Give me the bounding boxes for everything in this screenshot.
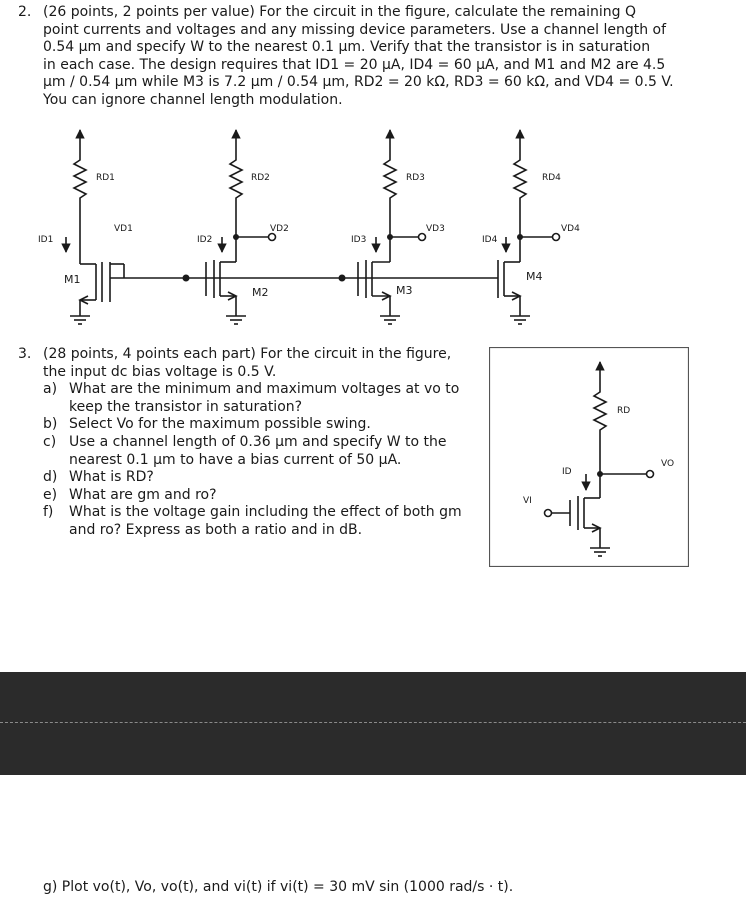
part-label: b): [43, 416, 58, 432]
part-text: Use a channel length of 0.36 μm and specify W to the: [69, 434, 447, 450]
question-2-number: 2.: [18, 4, 32, 20]
part-text: What are gm and ro?: [69, 487, 217, 503]
part-label: a): [43, 381, 58, 397]
part-text: nearest 0.1 μm to have a bias current of 50 μA.: [69, 451, 402, 468]
question-3-intro: [43, 346, 451, 381]
q2-circuit-figure: [0, 118, 746, 330]
dashed-separator: [0, 722, 746, 723]
q2-line: in each case. The design requires that ID1 = 20 μA, ID4 = 60 μA, and M1 and M2 are 4.5: [43, 56, 666, 73]
part-text: keep the transistor in saturation?: [69, 398, 303, 415]
q3-part-b: [43, 416, 371, 434]
part-label: d): [43, 469, 58, 485]
part-text: Select Vo for the maximum possible swing.: [69, 416, 371, 432]
q3-part-f: [43, 504, 462, 539]
part-text: What is the voltage gain including the effect of both gm: [69, 504, 462, 520]
q3-intro-line: (28 points, 4 points each part) For the circuit in the figure,: [43, 346, 452, 362]
label-rd2: RD2: [251, 173, 270, 183]
label-vo: VO: [661, 459, 675, 469]
q2-line: (26 points, 2 points per value) For the circuit in the figure, calculate the remaining Q: [43, 4, 636, 20]
label-m3: M3: [396, 284, 413, 297]
label-m2: M2: [252, 286, 269, 299]
gate-junction-dot: [183, 275, 190, 282]
label-id: ID: [562, 467, 572, 477]
branch-3: [358, 130, 426, 324]
q2-line: point currents and voltages and any missing device parameters. Use a channel length of: [43, 21, 667, 38]
label-vd1: VD1: [114, 224, 133, 234]
q3-intro-line: the input dc bias voltage is 0.5 V.: [43, 363, 277, 380]
label-rd: RD: [617, 406, 631, 416]
part-text: and ro? Express as both a ratio and in dB.: [69, 521, 363, 538]
label-rd1: RD1: [96, 173, 115, 183]
label-m4: M4: [526, 270, 543, 283]
q3-part-d: [43, 469, 154, 487]
question-2-text: [43, 4, 693, 110]
part-text: What is RD?: [69, 469, 154, 485]
label-m1: M1: [64, 273, 81, 286]
q3-part-e: [43, 487, 217, 505]
label-id2: ID2: [197, 235, 213, 245]
q2-line: 0.54 μm and specify W to the nearest 0.1 μm. Verify that the transistor is in saturation: [43, 39, 651, 56]
q3-part-c: [43, 434, 446, 469]
q2-line: μm / 0.54 μm while M3 is 7.2 μm / 0.54 μm, RD2 = 20 kΩ, RD3 = 60 kΩ, and VD4 = 0.5 V.: [43, 74, 674, 91]
q2-line: You can ignore channel length modulation.: [43, 91, 343, 108]
label-id4: ID4: [482, 235, 498, 245]
part-label: e): [43, 487, 58, 503]
label-vd3: VD3: [426, 224, 445, 234]
output-junction-dot: [597, 471, 603, 477]
label-vi: VI: [523, 496, 532, 506]
drain-junction-dot: [517, 234, 523, 240]
part-text: What are the minimum and maximum voltages at vo to: [69, 381, 460, 397]
q3-part-a: [43, 381, 459, 416]
page-divider-band: [0, 672, 746, 775]
part-label: f): [43, 504, 54, 520]
drain-junction-dot: [387, 234, 393, 240]
gate-junction-dot: [339, 275, 346, 282]
part-label: c): [43, 434, 57, 450]
label-rd4: RD4: [542, 173, 561, 183]
q3-circuit-figure: [489, 347, 689, 567]
label-id1: ID1: [38, 235, 54, 245]
label-vd4: VD4: [561, 224, 580, 234]
q3-part-g: g) Plot vo(t), Vo, vo(t), and vi(t) if vi(t) = 30 mV sin (1000 rad/s · t).: [43, 879, 514, 895]
label-rd3: RD3: [406, 173, 425, 183]
label-id3: ID3: [351, 235, 367, 245]
label-vd2: VD2: [270, 224, 289, 234]
question-3-number: 3.: [18, 346, 32, 362]
drain-junction-dot: [233, 234, 239, 240]
